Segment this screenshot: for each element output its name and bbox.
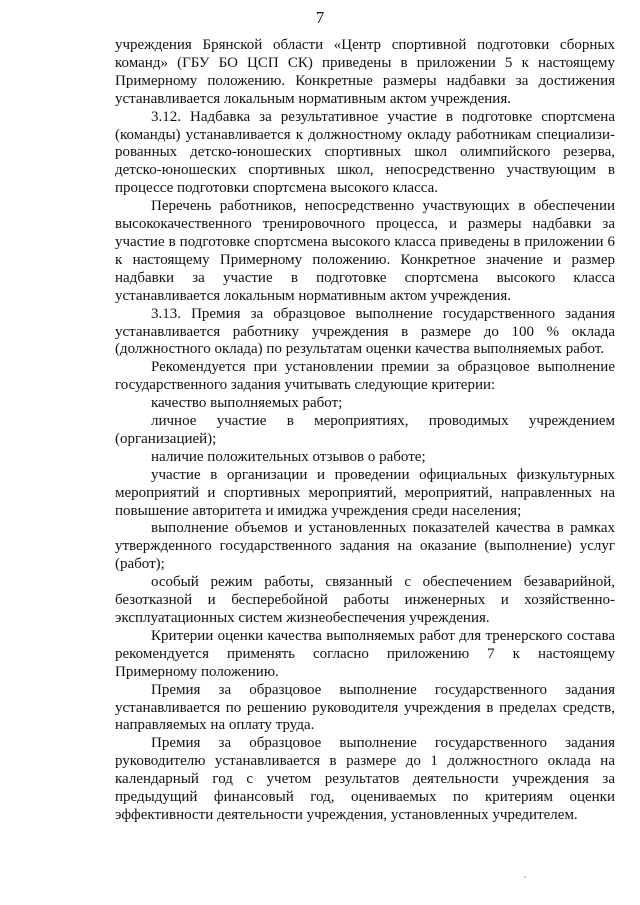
criterion-events: участие в организации и проведении официальных физкультурных мероприятий и спортивных мероприятий, мероприятий, направленных на повышение авторитета и имиджа учреждения среди населения;: [115, 466, 615, 519]
document-body: [115, 37, 615, 825]
paragraph-coach-criteria: Критерии оценки качества выполняемых работ для тренерского состава рекомендуется применять согласно приложению 7 к настоящему Примерному положению.: [115, 627, 615, 680]
criterion-participation: личное участие в мероприятиях, проводимых учреждением (организацией);: [115, 413, 615, 447]
paragraph-ghbu-csp-sk: учреждения Брянской области «Центр спортивной подготовки сборных команд» (ГБУ БО ЦСП СК) приведены в приложении 5 к настоящему Примерному положению. Конкретные размеры надбавки за достижения устанавливается локальным нормативным актом учреждения.: [115, 37, 615, 107]
paragraph-3-12: 3.12. Надбавка за результативное участие в подготовке спортсмена (команды) устанавливается к должностному окладу работникам специализи-рованных детско-юношеских спортивных школ олимпийского резерва, детско-юношеских спортивных школ, непосредственно участвующим в процессе подготовки спортсмена высокого класса.: [115, 108, 615, 197]
paragraph-3-13: 3.13. Премия за образцовое выполнение государственного задания устанавливается работнику учреждения в размере до 100 % оклада (должностного оклада) по результатам оценки качества выполняемых работ.: [115, 305, 615, 358]
page-number: 7: [315, 8, 325, 27]
paragraph-workers-list: Перечень работников, непосредственно участвующих в обеспечении высококачественного тренировочного процесса, и размеры надбавки за участие в подготовке спортсмена высокого класса приведены в приложении 6 к настоящему Примерному положению. Конкретное значение и размер надбавки за участие в подготовке спортсмена высокого класса устанавливается локальным нормативным актом учреждения.: [115, 198, 615, 304]
criterion-reviews: наличие положительных отзывов о работе;: [151, 448, 426, 465]
criterion-special-mode: особый режим работы, связанный с обеспечением безаварийной, безотказной и бесперебойной работы инженерных и хозяйственно-эксплуатационных систем жизнеобеспечения учреждения.: [115, 574, 615, 626]
scan-speck: [524, 876, 526, 878]
paragraph-criteria-intro: Рекомендуется при установлении премии за образцовое выполнение государственного задания учитывать следующие критерии:: [115, 359, 615, 394]
paragraph-director-bonus: Премия за образцовое выполнение государственного задания руководителю устанавливается в размере до 1 должностного оклада на календарный год с учетом результатов деятельности учреждения за предыдущий финансовый год, оцениваемых по критериям оценки эффективности деятельности учреждения, установленных учредителем.: [115, 735, 615, 823]
criterion-state-task: выполнение объемов и установленных показателей качества в рамках утвержденного государственного задания на оказание (выполнение) услуг (работ);: [115, 520, 615, 573]
paragraph-bonus-decision: Премия за образцовое выполнение государственного задания устанавливается по решению руководителя учреждения в пределах средств, направляемых на оплату труда.: [115, 681, 615, 734]
criterion-quality: качество выполняемых работ;: [151, 395, 343, 412]
